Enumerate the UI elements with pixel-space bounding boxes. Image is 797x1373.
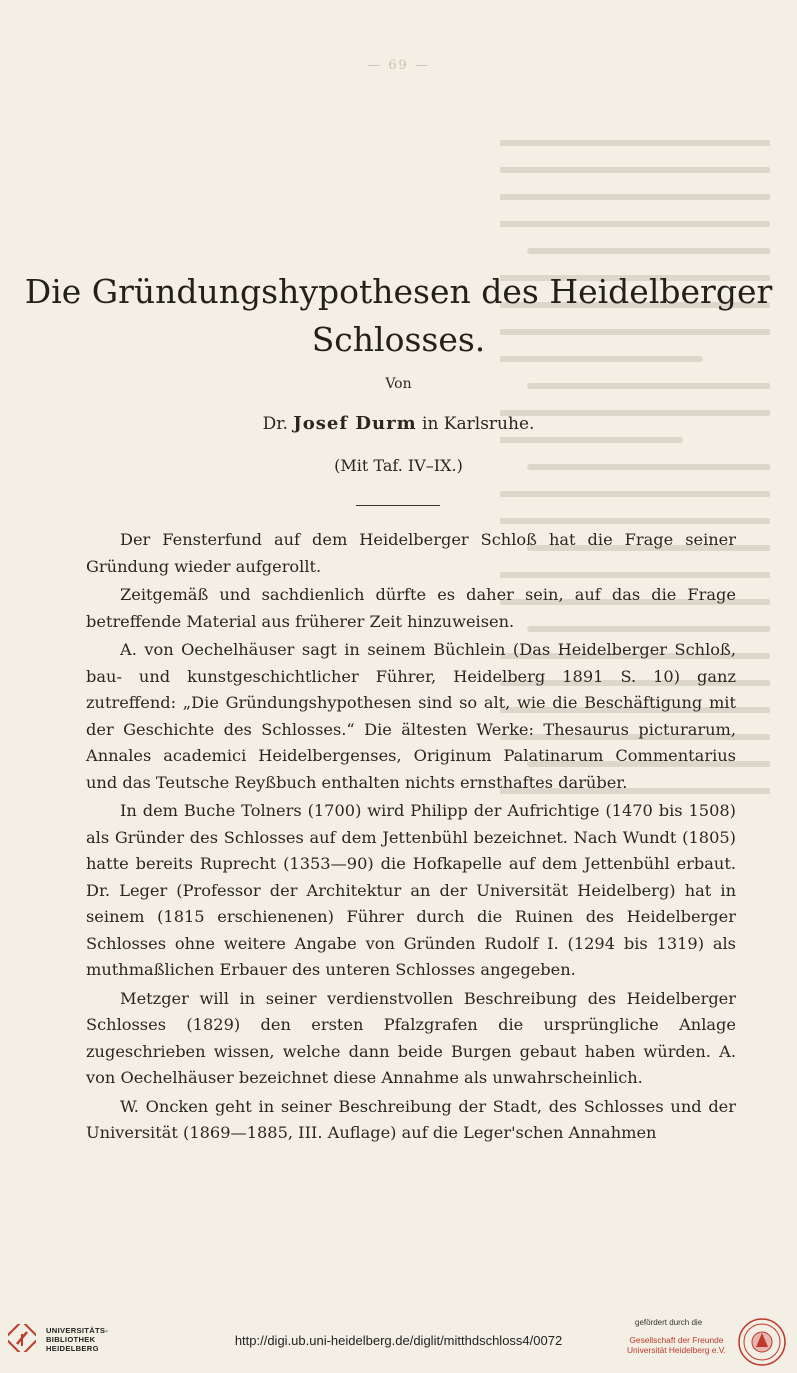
sponsor-block[interactable] (607, 1313, 787, 1371)
library-name-line-3: HEIDELBERG (46, 1344, 99, 1353)
plates-note: (Mit Taf. IV–IX.) (334, 456, 463, 475)
byline (0, 413, 797, 434)
title-line-2: Schlosses. (311, 320, 486, 359)
byline-von: Von (385, 376, 412, 392)
title-divider (356, 505, 440, 506)
paragraph-4: In dem Buche Tolners (1700) wird Philipp der Aufrichtige (1470 bis 1508) als Gründer des Schlosses auf dem Jettenbühl bezeichnet. Nach Wundt (1805) hatte bereits Ruprecht (1353—90) die Hofkapelle auf dem Jettenbühl erbaut. Dr. Leger (Professor der Architektur an der Universität Heidelberg) hat in seinem (1815 erschienenen) Führer durch die Ruinen des Heidelberger Schlosses ohne weitere Angabe von Gründen Rudolf I. (1294 bis 1319) als muthmaßlichen Erbauer des unteren Schlosses angegeben. (86, 801, 736, 979)
author-name: Josef Durm (293, 413, 417, 434)
page-number: — 69 — (367, 58, 430, 73)
sponsor-name-line-2: Universität Heidelberg e.V. (627, 1345, 726, 1355)
byline-title: Dr. (262, 414, 288, 434)
paragraph-1: Der Fensterfund auf dem Heidelberger Schloß hat die Frage seiner Gründung wieder aufgerollt. (86, 530, 736, 576)
paragraph-5: Metzger will in seiner verdienstvollen Beschreibung des Heidelberger Schlosses (1829) den ersten Pfalzgrafen die ursprüngliche Anlage zugeschrieben wissen, welche dann beide Burgen gebaut haben würden. A. von Oechelhäuser bezeichnet diese Annahme als unwahrscheinlich. (86, 988, 736, 1087)
library-name-line-2: BIBLIOTHEK (46, 1335, 96, 1344)
paragraph-3: A. von Oechelhäuser sagt in seinem Büchlein (Das Heidelberger Schloß, bau- und kunstgeschichtlicher Führer, Heidelberg 1891 S. 10) ganz zutreffend: „Die Gründungshypothesen sind so alt, wie die Beschäftigung mit der Geschichte des Schlosses.“ Die ältesten Werke: Thesaurus picturarum, Annales academici Heidelbergenses, Originum Palatinarum Commentarius und das Teutsche Reyßbuch enthalten nichts ernsthaftes darüber. (86, 640, 736, 792)
sponsor-name-line-1: Gesellschaft der Freunde (629, 1335, 724, 1345)
library-name-line-1: UNIVERSITÄTS- (46, 1326, 109, 1335)
title-line-1: Die Gründungshypothesen des Heidelberger (24, 272, 773, 311)
paragraph-6: W. Oncken geht in seiner Beschreibung der Stadt, des Schlosses und der Universität (1869—1885, III. Auflage) auf die Leger'schen Annahmen (86, 1096, 736, 1142)
sponsor-label: gefördert durch die (635, 1318, 703, 1327)
sponsor-name (627, 1335, 726, 1355)
article-title (0, 268, 797, 364)
article-body (86, 527, 736, 1149)
university-seal-icon (737, 1317, 787, 1367)
source-url-link[interactable]: http://digi.ub.uni-heidelberg.de/diglit/mitthdschloss4/0072 (234, 1333, 563, 1348)
paragraph-2: Zeitgemäß und sachdienlich dürfte es daher sein, auf das die Frage betreffende Material aus früherer Zeit hinzuweisen. (86, 585, 736, 631)
author-place: in Karlsruhe. (422, 414, 535, 434)
